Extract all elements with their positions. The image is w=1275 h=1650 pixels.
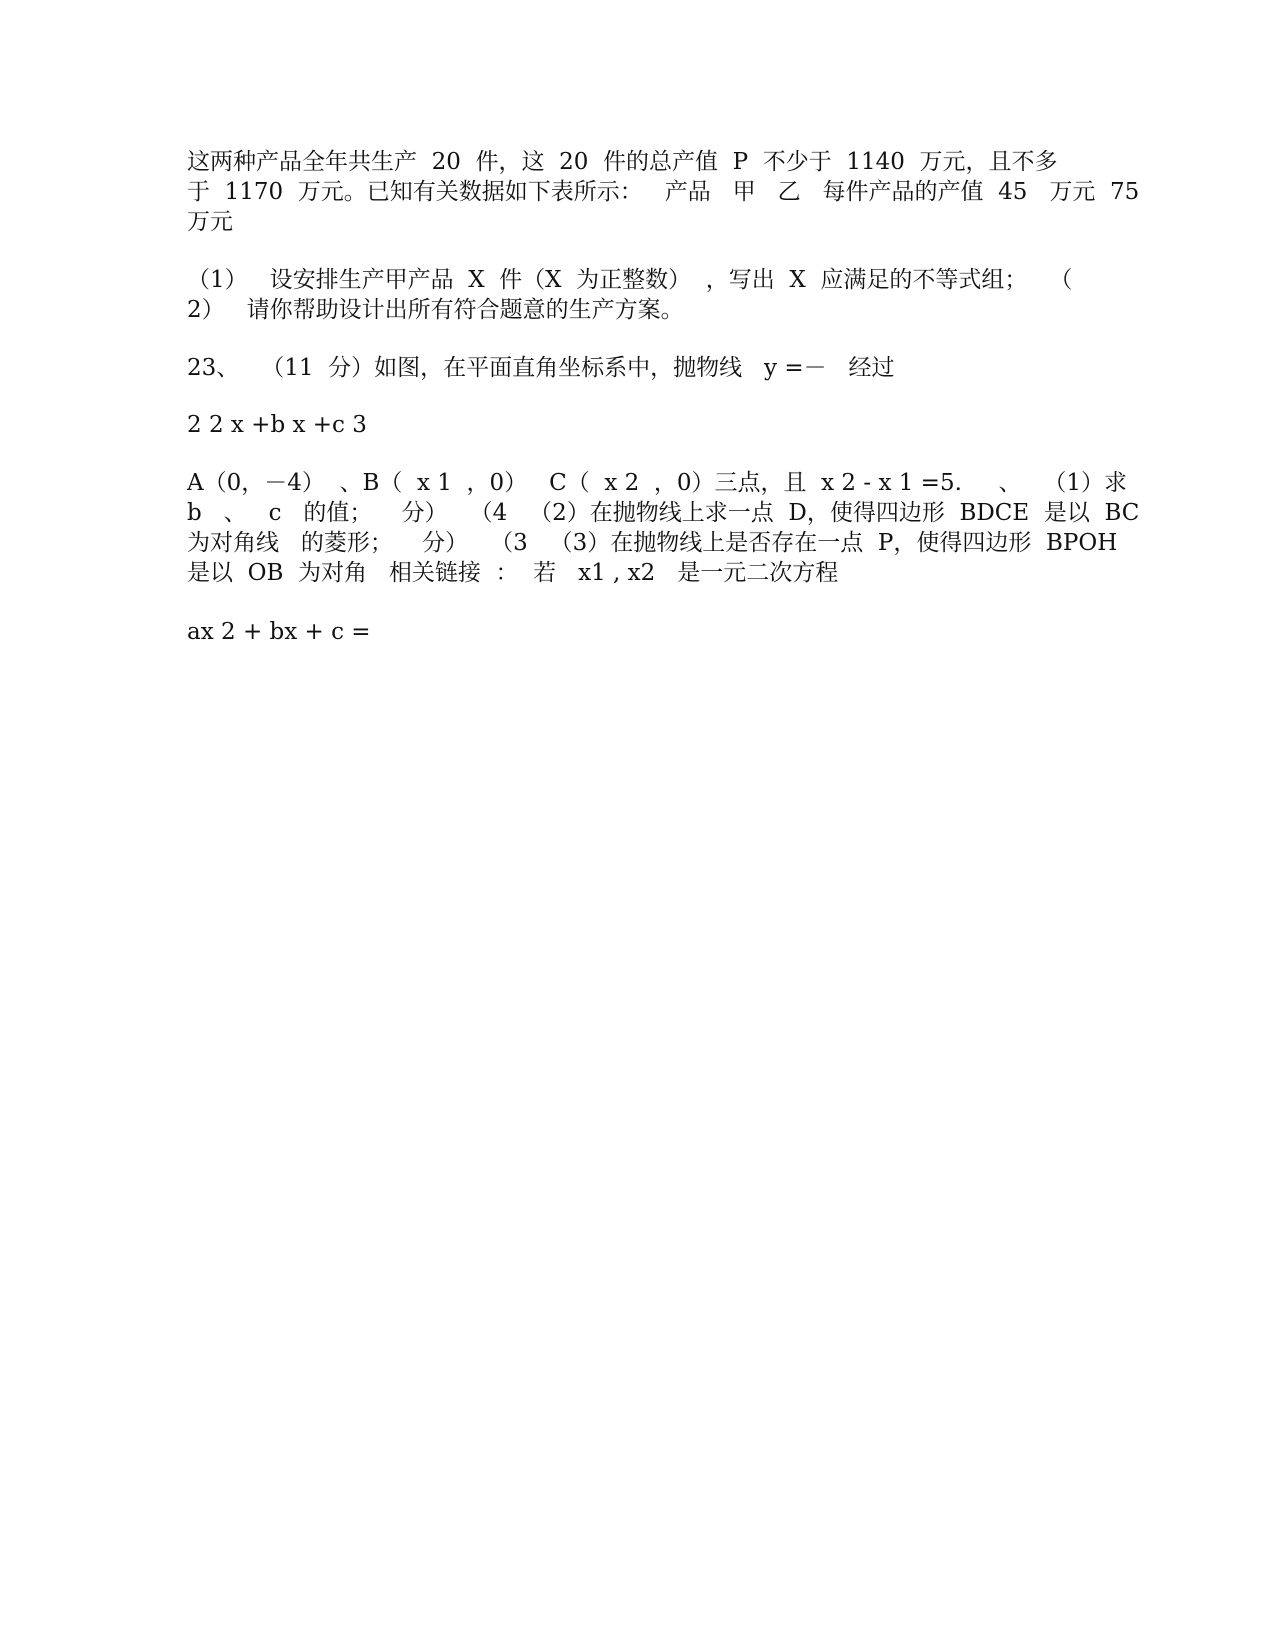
text-line-7: 2 2 x +b x +c 3: [187, 412, 367, 438]
text-line-1: 这两种产品全年共生产 20 件，这 20 件的总产值 P 不少于 1140 万元，且不多: [187, 149, 1058, 175]
text-line-5: 2） 请你帮助设计出所有符合题意的生产方案。: [187, 297, 684, 323]
text-line-10: 为对角线 的菱形； 分） （3 （3）在抛物线上是否存在一点 P，使得四边形 BPOH: [187, 530, 1118, 556]
text-line-4: （1） 设安排生产甲产品 X 件（X 为正整数） ，写出 X 应满足的不等式组； （: [187, 267, 1073, 293]
text-line-9: b 、 c 的值； 分） （4 （2）在抛物线上求一点 D，使得四边形 BDCE 是以 BC: [187, 500, 1140, 526]
text-line-2: 于 1170 万元。已知有关数据如下表所示： 产品 甲 乙 每件产品的产值 45 万元 75: [187, 179, 1140, 205]
text-line-3: 万元: [187, 209, 233, 235]
text-line-12: ax 2 + bx + c =: [187, 619, 371, 645]
text-line-8: A（0，－4） 、B（ x 1 ，0） C（ x 2 ，0）三点，且 x 2 - x 1 =5. 、 （1）求: [187, 470, 1128, 496]
text-line-11: 是以 OB 为对角 相关链接 ： 若 x1 , x2 是一元二次方程: [187, 560, 839, 586]
text-line-6: 23、 （11 分）如图，在平面直角坐标系中，抛物线 y =－ 经过: [187, 355, 895, 381]
